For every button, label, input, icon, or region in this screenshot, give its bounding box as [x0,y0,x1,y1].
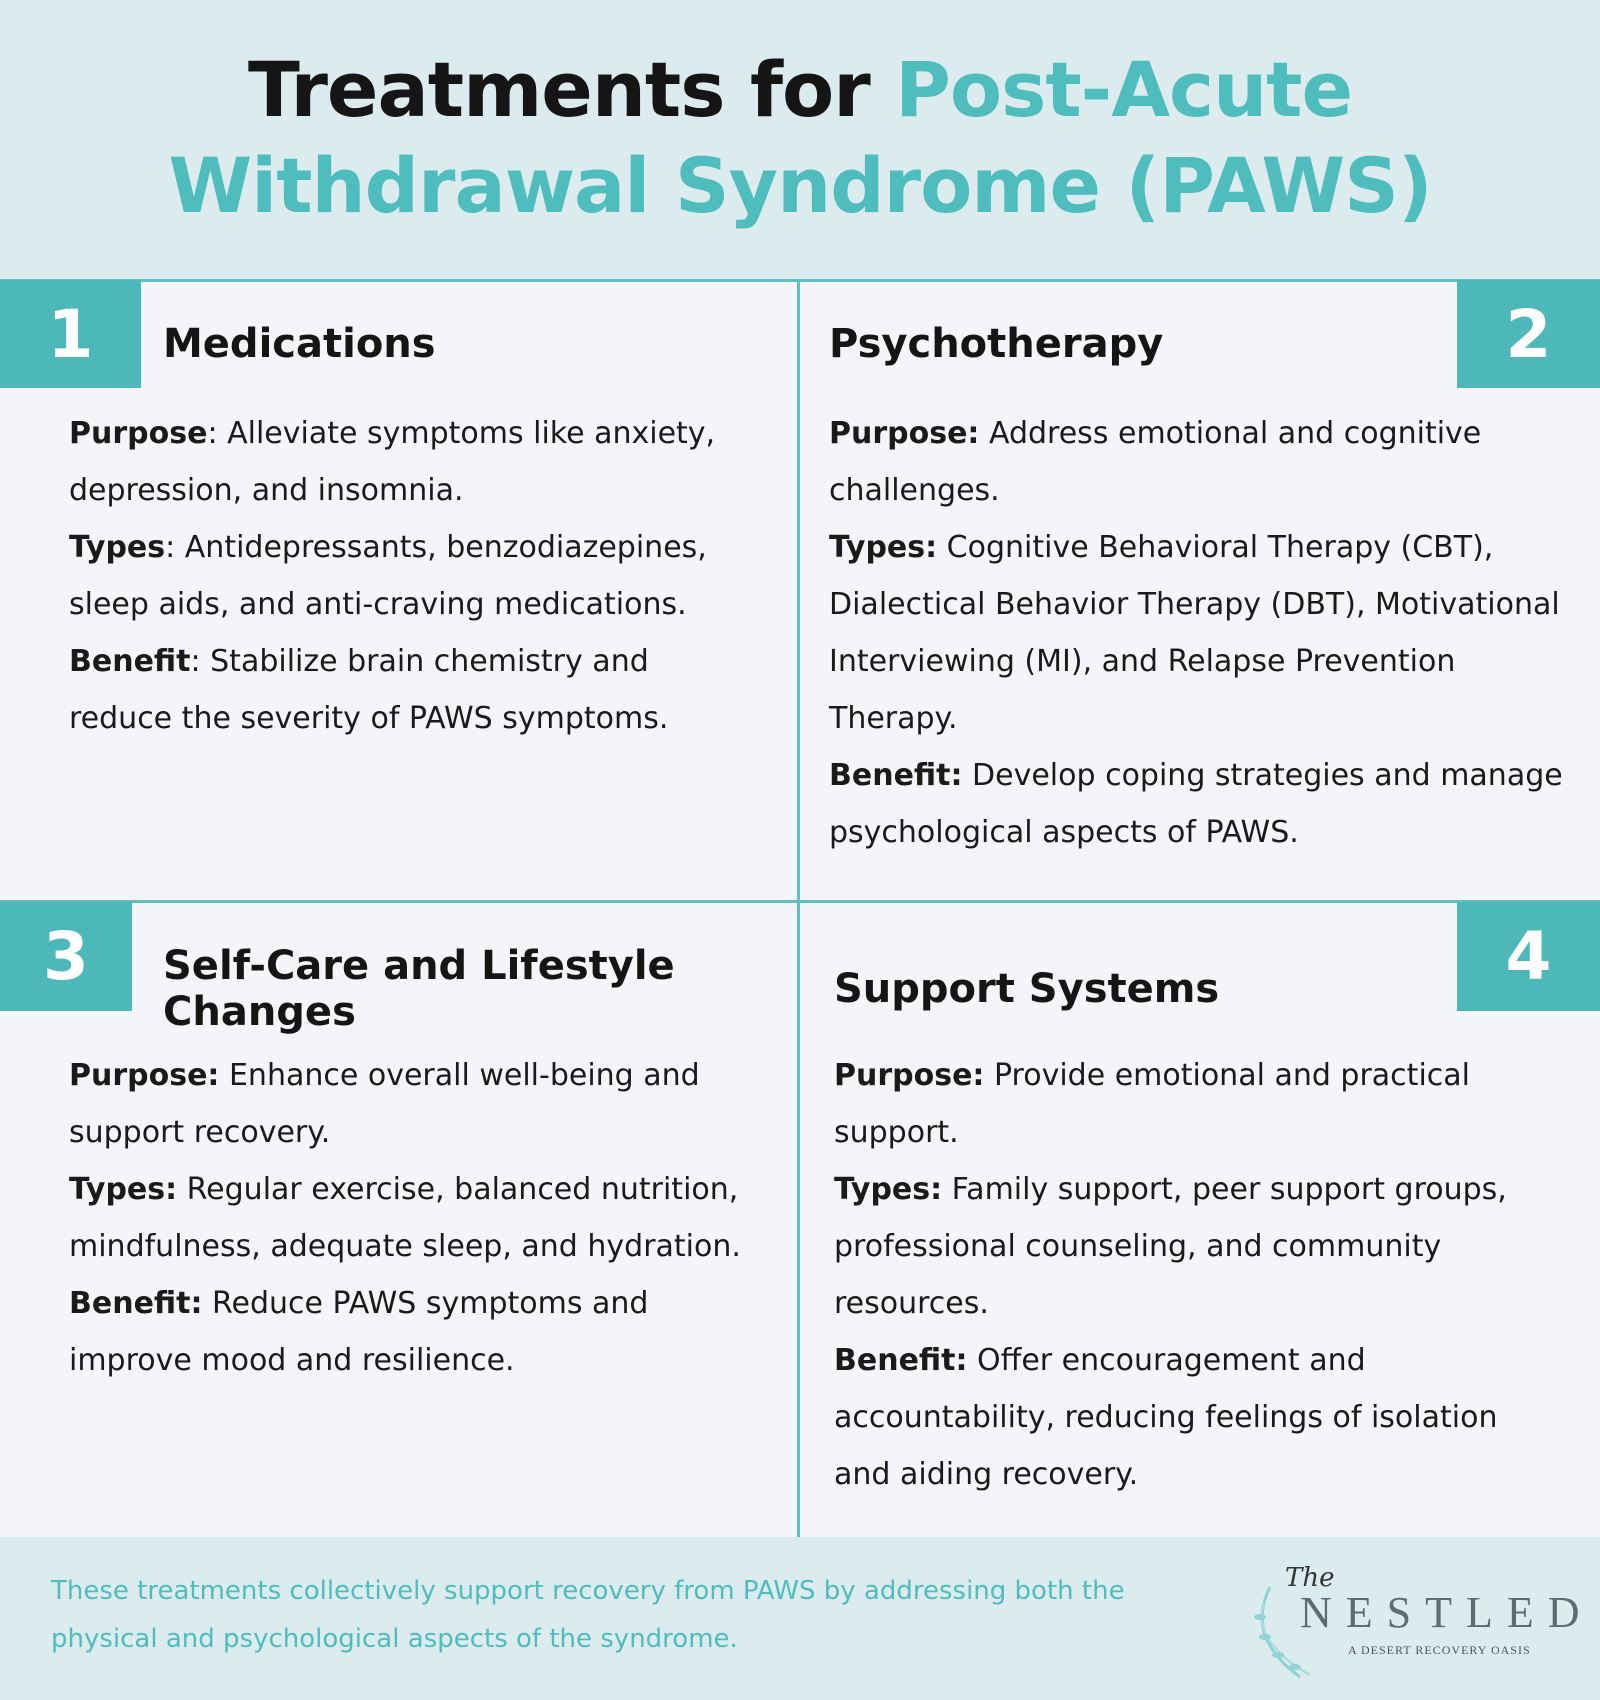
benefit-label: Benefit: [834,1343,968,1378]
purpose-label: Purpose [69,416,208,451]
benefit-text: Offer encouragement and accountability, reducing feelings of isolation and aiding recovery. [834,1343,1498,1492]
section-heading: Support Systems [834,966,1220,1012]
logo-tagline: A DESERT RECOVERY OASIS [1348,1643,1531,1657]
nestled-logo [1240,1557,1594,1687]
purpose-text: Provide emotional and practical support. [834,1058,1470,1150]
types-text: Regular exercise, balanced nutrition, mindfulness, adequate sleep, and hydration. [69,1172,741,1264]
types-label: Types: [834,1172,943,1207]
types-label: Types: [829,530,938,565]
benefit-label: Benefit [69,644,191,679]
footer [0,1537,1600,1700]
logo-the: The [1285,1563,1335,1593]
purpose-text: : Alleviate symptoms like anxiety, depression, and insomnia. [69,416,716,508]
divider [0,279,1600,282]
divider [797,280,800,1537]
title-part: Post-Acute [895,45,1353,134]
section-body [829,405,1569,861]
purpose-label: Purpose: [834,1058,985,1093]
section-number-badge: 3 [0,902,132,1011]
page-title [0,42,1600,234]
purpose-label: Purpose: [69,1058,220,1093]
divider [0,900,1600,903]
section-body [834,1047,1534,1503]
types-label: Types [69,530,166,565]
title-part: Withdrawal Syndrome (PAWS) [168,141,1432,230]
section-number-badge: 2 [1457,280,1600,388]
logo-name: NESTLED [1300,1588,1594,1637]
section-number-badge: 4 [1457,902,1600,1011]
section-body [69,1047,759,1389]
footer-text: These treatments collectively support recovery from PAWS by addressing both the physical and psychological aspects of the syndrome. [51,1576,1125,1654]
benefit-text: Develop coping strategies and manage psychological aspects of PAWS. [829,758,1563,850]
benefit-label: Benefit: [69,1286,203,1321]
purpose-label: Purpose: [829,416,980,451]
section-heading: Self-Care and Lifestyle Changes [163,943,675,1035]
types-text: : Antidepressants, benzodiazepines, sleep aids, and anti-craving medications. [69,530,707,622]
types-text: Cognitive Behavioral Therapy (CBT), Dialectical Behavior Therapy (DBT), Motivational Interviewing (MI), and Relapse Prevention Therapy. [829,530,1560,736]
section-heading: Medications [163,321,436,367]
purpose-text: Address emotional and cognitive challenges. [829,416,1482,508]
section-body [69,405,759,747]
title-part: Treatments for [247,45,896,134]
types-text: Family support, peer support groups, professional counseling, and community resources. [834,1172,1507,1321]
section-heading: Psychotherapy [829,321,1164,367]
purpose-text: Enhance overall well-being and support recovery. [69,1058,700,1150]
benefit-label: Benefit: [829,758,963,793]
benefit-text: Reduce PAWS symptoms and improve mood and resilience. [69,1286,649,1378]
header [0,0,1600,280]
section-number-badge: 1 [0,280,141,388]
benefit-text: : Stabilize brain chemistry and reduce the severity of PAWS symptoms. [69,644,669,736]
types-label: Types: [69,1172,178,1207]
